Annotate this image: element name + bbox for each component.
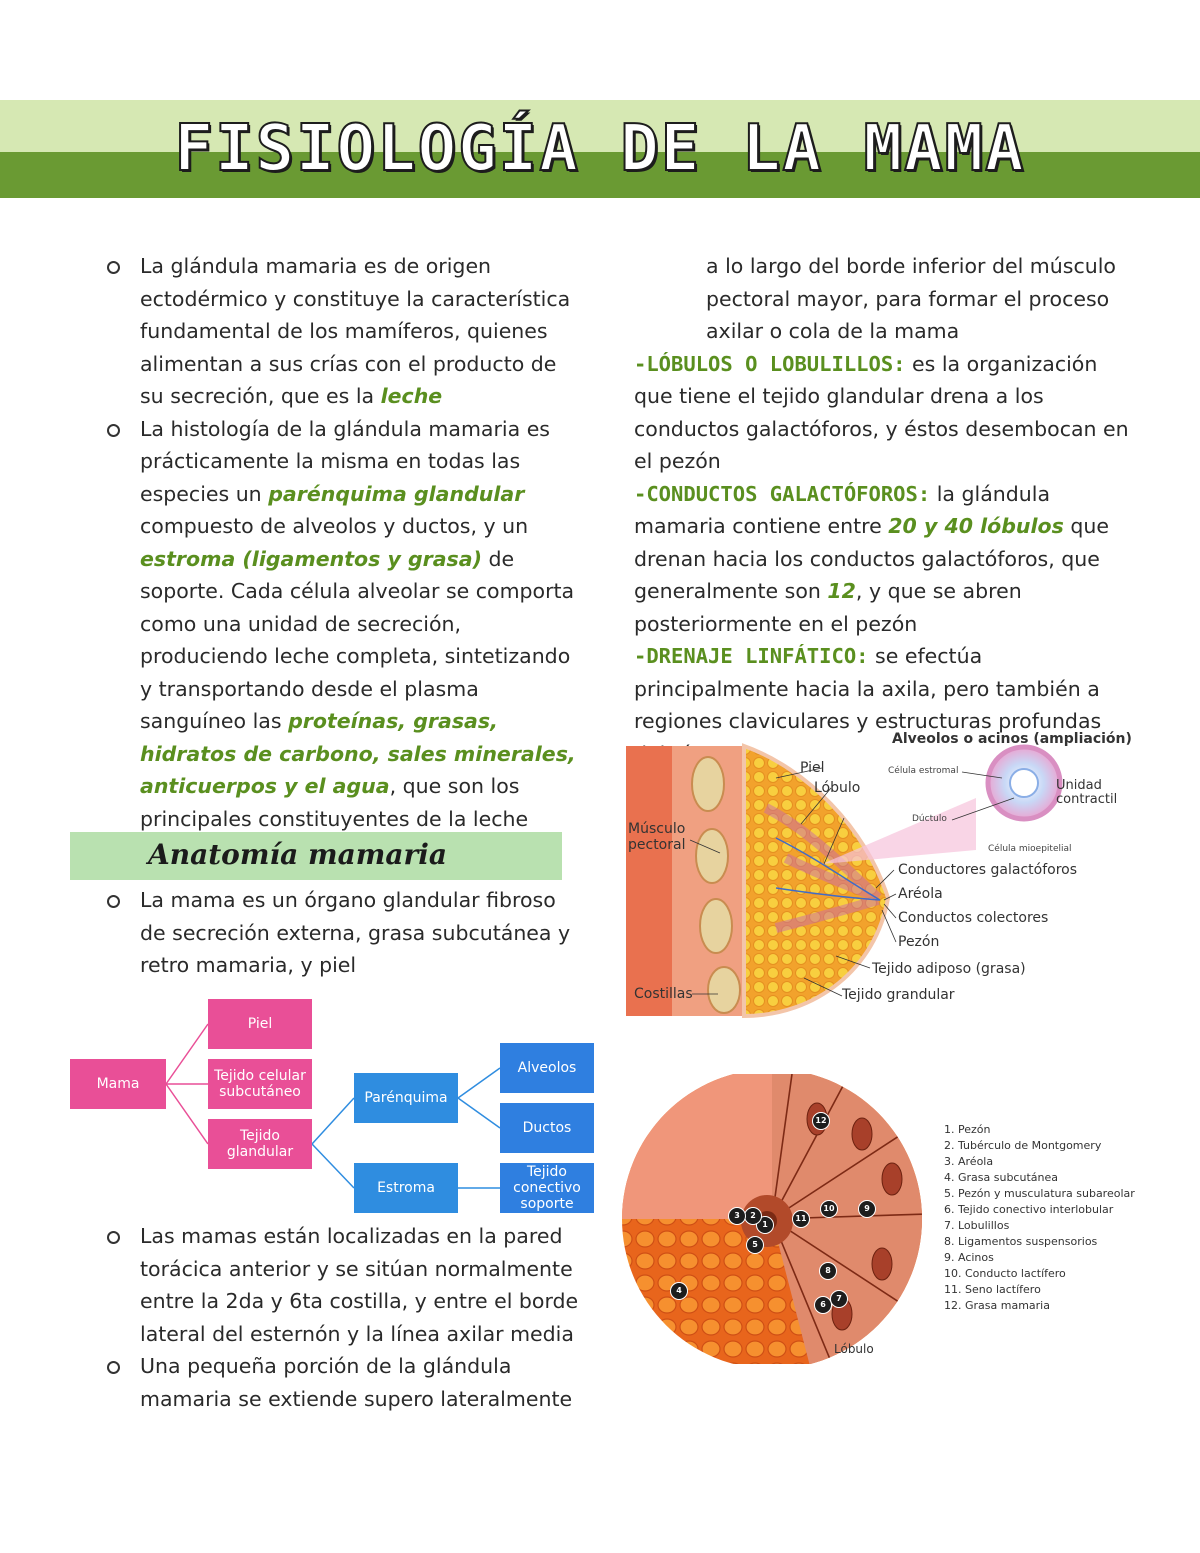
bullet-organo: La mama es un órgano glandular fibroso de secreción externa, grasa subcutánea y retro mamaria, y piel <box>100 884 580 982</box>
fig1-title: Alveolos o acinos (ampliación) <box>892 731 1132 747</box>
fig2-marker-8: 8 <box>819 1262 837 1280</box>
fig2-label-lobulo: Lóbulo <box>834 1342 874 1356</box>
legend-item: 10. Conducto lactífero <box>944 1267 1066 1280</box>
fig2-marker-9: 9 <box>858 1200 876 1218</box>
term-conductos: -CONDUCTOS GALACTÓFOROS: <box>634 481 931 506</box>
flow-node-ductos: Ductos <box>500 1103 594 1153</box>
fig1-label-piel: Piel <box>800 760 825 776</box>
legend-item: 6. Tejido conectivo interlobular <box>944 1203 1114 1216</box>
fig1-label-celula-estromal: Célula estromal <box>888 766 959 776</box>
bullet-localizacion: Las mamas están localizadas en la pared torácica anterior y se sitúan normalmente entre la 2da y 6ta costilla, y entre el borde lateral del esternón y la línea axilar media <box>100 1220 580 1350</box>
legend-item: 4. Grasa subcutánea <box>944 1171 1058 1184</box>
fig2-marker-4: 4 <box>670 1282 688 1300</box>
highlight-parenquima: parénquima glandular <box>268 481 525 506</box>
fig2-marker-3: 3 <box>728 1207 746 1225</box>
legend-item: 8. Ligamentos suspensorios <box>944 1235 1098 1248</box>
section-heading: Anatomía mamaria <box>148 838 448 871</box>
fig2-marker-12: 12 <box>812 1112 830 1130</box>
flow-node-tejido-celular: Tejido celular subcutáneo <box>208 1059 312 1109</box>
fig1-label-areola: Aréola <box>898 886 943 902</box>
fig2-marker-2: 2 <box>744 1207 762 1225</box>
term-drenaje: -DRENAJE LINFÁTICO: <box>634 644 869 668</box>
flow-node-alveolos: Alveolos <box>500 1043 594 1093</box>
left-column <box>100 250 580 835</box>
fig1-label-celula-mioepitelial: Célula mioepitelial <box>988 844 1072 854</box>
page-title: FISIOLOGÍA DE LA MAMA <box>174 112 1026 186</box>
flow-node-piel: Piel <box>208 999 312 1049</box>
legend-item: 1. Pezón <box>944 1123 991 1136</box>
fig1-label-musculo: Músculo <box>628 821 686 837</box>
drenaje-paragraph: -DRENAJE LINFÁTICO: se efectúa principalmente hacia la axila, pero también a regiones claviculares y estructuras profundas <box>634 644 1102 733</box>
fig1-label-pezon: Pezón <box>898 934 940 950</box>
mama-flow-chart <box>70 995 596 1215</box>
legend-item: 3. Aréola <box>944 1155 994 1168</box>
fig1-label-conductores: Conductores galactóforos <box>898 862 1078 878</box>
legend-item: 11. Seno lactífero <box>944 1283 1041 1296</box>
legend-item: 2. Tubérculo de Montgomery <box>944 1139 1102 1152</box>
location-list <box>100 1220 580 1415</box>
fig2-marker-6: 6 <box>814 1296 832 1314</box>
fig1-label-costillas: Costillas <box>634 986 693 1002</box>
highlight-constituyentes: proteínas, grasas, hidratos de carbono, sales minerales, anticuerpos y el agua <box>140 709 576 798</box>
right-column <box>634 250 1134 770</box>
fig1-label-colectores: Conductos colectores <box>898 910 1049 926</box>
bullet-histologia: La histología de la glándula mamaria es prácticamente la misma en todas las especies un parénquima glandular compuesto de alveolos y ductos, y un estroma (ligamentos y grasa) de soporte. Cada célula alveolar se comporta como una unidad de secreción, produciendo leche completa, sintetizando y transportando desde el plasma sanguíneo las proteínas, grasas, hidratos de carbono, sales minerales, anticuerpos y el agua, que son los principales constituyentes de la leche <box>100 413 580 836</box>
fig2-marker-7: 7 <box>830 1290 848 1308</box>
fig2-marker-5: 5 <box>746 1236 764 1254</box>
highlight-estroma: estroma (ligamentos y grasa) <box>140 546 482 571</box>
flow-node-estroma: Estroma <box>354 1163 458 1213</box>
flow-node-parenquima: Parénquima <box>354 1073 458 1123</box>
highlight-conductos-count: 12 <box>827 579 856 603</box>
legend-item: 7. Lobulillos <box>944 1219 1010 1232</box>
continuation-text: a lo largo del borde inferior del músculo pectoral mayor, para formar el proceso axilar o cola de la mama <box>706 254 1116 343</box>
flow-node-tejido-glandular: Tejido glandular <box>208 1119 312 1169</box>
fig2-legend <box>944 1122 1135 1314</box>
fig1-label-pectoral: pectoral <box>628 837 686 853</box>
highlight-lobulos-count: 20 y 40 lóbulos <box>888 514 1064 538</box>
legend-item: 5. Pezón y musculatura subareolar <box>944 1187 1135 1200</box>
conductos-paragraph: -CONDUCTOS GALACTÓFOROS: la glándula mamaria contiene entre 20 y 40 lóbulos que drenan hacia los conductos galactóforos, que generalmente son 12, y que se abren posteriormente en el pezón <box>634 481 1109 636</box>
fig1-label-unidad: Unidad <box>1056 778 1102 793</box>
fig1-label-glandular: Tejido grandular <box>842 987 955 1003</box>
fig1-label-adiposo: Tejido adiposo (grasa) <box>872 961 1026 977</box>
bullet-origen: La glándula mamaria es de origen ectodérmico y constituye la característica fundamental de los mamíferos, quienes alimentan a sus crías con el producto de su secreción, que es la leche <box>100 250 580 413</box>
fig1-label-contractil: contractil <box>1056 792 1118 807</box>
lobulos-paragraph: -LÓBULOS O LOBULILLOS: es la organización que tiene el tejido glandular drena a los conductos galactóforos, y éstos desembocan en el pezón <box>634 351 1129 473</box>
highlight-leche: leche <box>380 384 443 408</box>
fig2-marker-11: 11 <box>792 1210 810 1228</box>
breast-frontal-figure <box>612 1074 932 1364</box>
anatomy-list <box>100 884 580 982</box>
flow-node-mama: Mama <box>70 1059 166 1109</box>
fig1-label-lobulo: Lóbulo <box>814 780 861 796</box>
fig1-label-ductulo: Dúctulo <box>912 814 947 824</box>
flow-node-tejido-conectivo: Tejido conectivo soporte <box>500 1163 594 1213</box>
legend-item: 12. Grasa mamaria <box>944 1299 1050 1312</box>
fig2-marker-10: 10 <box>820 1200 838 1218</box>
legend-item: 9. Acinos <box>944 1251 994 1264</box>
bullet-porcion: Una pequeña porción de la glándula mamaria se extiende supero lateralmente <box>100 1350 580 1415</box>
term-lobulos: -LÓBULOS O LOBULILLOS: <box>634 351 906 376</box>
breast-cross-section-figure <box>626 728 1132 1020</box>
fig2-marker-1: 1 <box>756 1216 774 1234</box>
